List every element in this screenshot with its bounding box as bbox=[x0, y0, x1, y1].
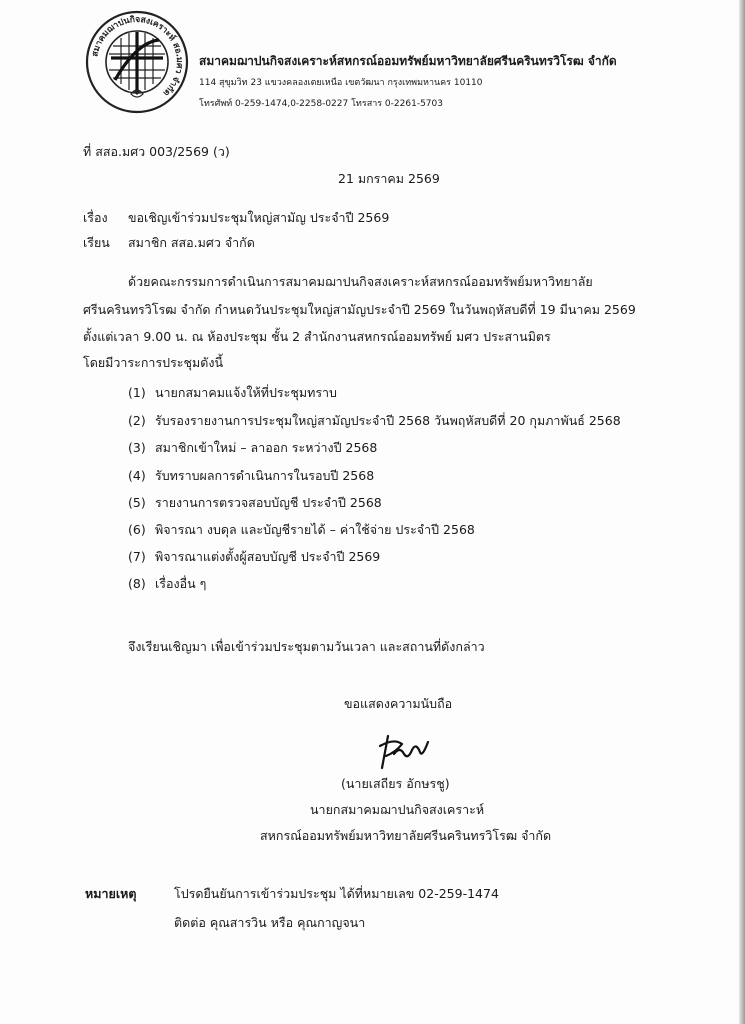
seal-logo-icon bbox=[85, 10, 189, 114]
body-line: ศรีนครินทรวิโรฒ จำกัด กำหนดวันประชุมใหญ่สามัญประจำปี 2569 ในวันพฤหัสบดีที่ 19 มีนาคม 2569 bbox=[83, 302, 636, 317]
agenda-item bbox=[128, 383, 337, 403]
agenda-number: (7) bbox=[128, 549, 146, 564]
subject-value: ขอเชิญเข้าร่วมประชุมใหญ่สามัญ ประจำปี 2569 bbox=[128, 210, 390, 225]
organization-address: 114 สุขุมวิท 23 แขวงคลองเตยเหนือ เขตวัฒนา กรุงเทพมหานคร 10110 bbox=[199, 78, 483, 88]
note-label: หมายเหตุ bbox=[85, 886, 137, 901]
agenda-number: (1) bbox=[128, 385, 146, 400]
organization-phone: โทรศัพท์ 0-259-1474,0-2258-0227 โทรสาร 0-2261-5703 bbox=[199, 99, 443, 109]
signatory-organization: สหกรณ์ออมทรัพย์มหาวิทยาลัยศรีนครินทรวิโรฒ จำกัด bbox=[260, 828, 552, 843]
recipient-value: สมาชิก สสอ.มศว จำกัด bbox=[128, 235, 255, 250]
agenda-item bbox=[128, 547, 380, 567]
agenda-number: (2) bbox=[128, 413, 146, 428]
subject-label: เรื่อง bbox=[83, 210, 108, 225]
agenda-number: (5) bbox=[128, 495, 146, 510]
agenda-item bbox=[128, 411, 621, 431]
agenda-number: (4) bbox=[128, 468, 146, 483]
agenda-item bbox=[128, 520, 475, 540]
agenda-text: เรื่องอื่น ๆ bbox=[154, 576, 207, 591]
body-line: ตั้งแต่เวลา 9.00 น. ณ ห้องประชุม ชั้น 2 สำนักงานสหกรณ์ออมทรัพย์ มศว ประสานมิตร bbox=[83, 329, 551, 344]
recipient-label: เรียน bbox=[83, 235, 110, 250]
agenda-item bbox=[128, 438, 377, 458]
agenda-item bbox=[128, 466, 374, 486]
signatory-title: นายกสมาคมฌาปนกิจสงเคราะห์ bbox=[310, 802, 485, 817]
agenda-number: (8) bbox=[128, 576, 146, 591]
agenda-text: พิจารณาแต่งตั้งผู้สอบบัญชี ประจำปี 2569 bbox=[154, 549, 381, 564]
agenda-number: (6) bbox=[128, 522, 146, 537]
reference-number: ที่ สสอ.มศว 003/2569 (ว) bbox=[83, 144, 230, 159]
agenda-text: รับทราบผลการดำเนินการในรอบปี 2568 bbox=[154, 468, 375, 483]
agenda-text: นายกสมาคมแจ้งให้ที่ประชุมทราบ bbox=[154, 385, 337, 400]
agenda-item bbox=[128, 574, 206, 594]
agenda-text: สมาชิกเข้าใหม่ – ลาออก ระหว่างปี 2568 bbox=[154, 440, 378, 455]
handwritten-signature-icon bbox=[372, 732, 432, 772]
note-line: โปรดยืนยันการเข้าร่วมประชุม ได้ที่หมายเลข 02-259-1474 bbox=[174, 886, 499, 901]
agenda-text: รายงานการตรวจสอบบัญชี ประจำปี 2568 bbox=[154, 495, 382, 510]
scan-edge-shadow bbox=[739, 0, 745, 1024]
agenda-item bbox=[128, 493, 382, 513]
closing-line: จึงเรียนเชิญมา เพื่อเข้าร่วมประชุมตามวันเวลา และสถานที่ดังกล่าว bbox=[128, 639, 485, 654]
body-line: ด้วยคณะกรรมการดำเนินการสมาคมฌาปนกิจสงเคราะห์สหกรณ์ออมทรัพย์มหาวิทยาลัย bbox=[128, 274, 593, 289]
body-line: โดยมีวาระการประชุมดังนี้ bbox=[83, 355, 224, 370]
agenda-number: (3) bbox=[128, 440, 146, 455]
note-line: ติดต่อ คุณสารวิน หรือ คุณกาญจนา bbox=[174, 915, 366, 930]
sign-off: ขอแสดงความนับถือ bbox=[344, 696, 453, 711]
signatory-name: (นายเสถียร อักษรชู) bbox=[341, 776, 450, 791]
agenda-text: รับรองรายงานการประชุมใหญ่สามัญประจำปี 2568 วันพฤหัสบดีที่ 20 กุมภาพันธ์ 2568 bbox=[154, 413, 621, 428]
agenda-text: พิจารณา งบดุล และบัญชีรายได้ – ค่าใช้จ่าย ประจำปี 2568 bbox=[154, 522, 475, 537]
letter-date: 21 มกราคม 2569 bbox=[338, 171, 440, 186]
logo-ring-text: สมาคมฌาปนกิจสงเคราะห์ สอ.มศว จำกัด bbox=[90, 14, 185, 98]
organization-name: สมาคมฌาปนกิจสงเคราะห์สหกรณ์ออมทรัพย์มหาวิทยาลัยศรีนครินทรวิโรฒ จำกัด bbox=[199, 54, 617, 68]
